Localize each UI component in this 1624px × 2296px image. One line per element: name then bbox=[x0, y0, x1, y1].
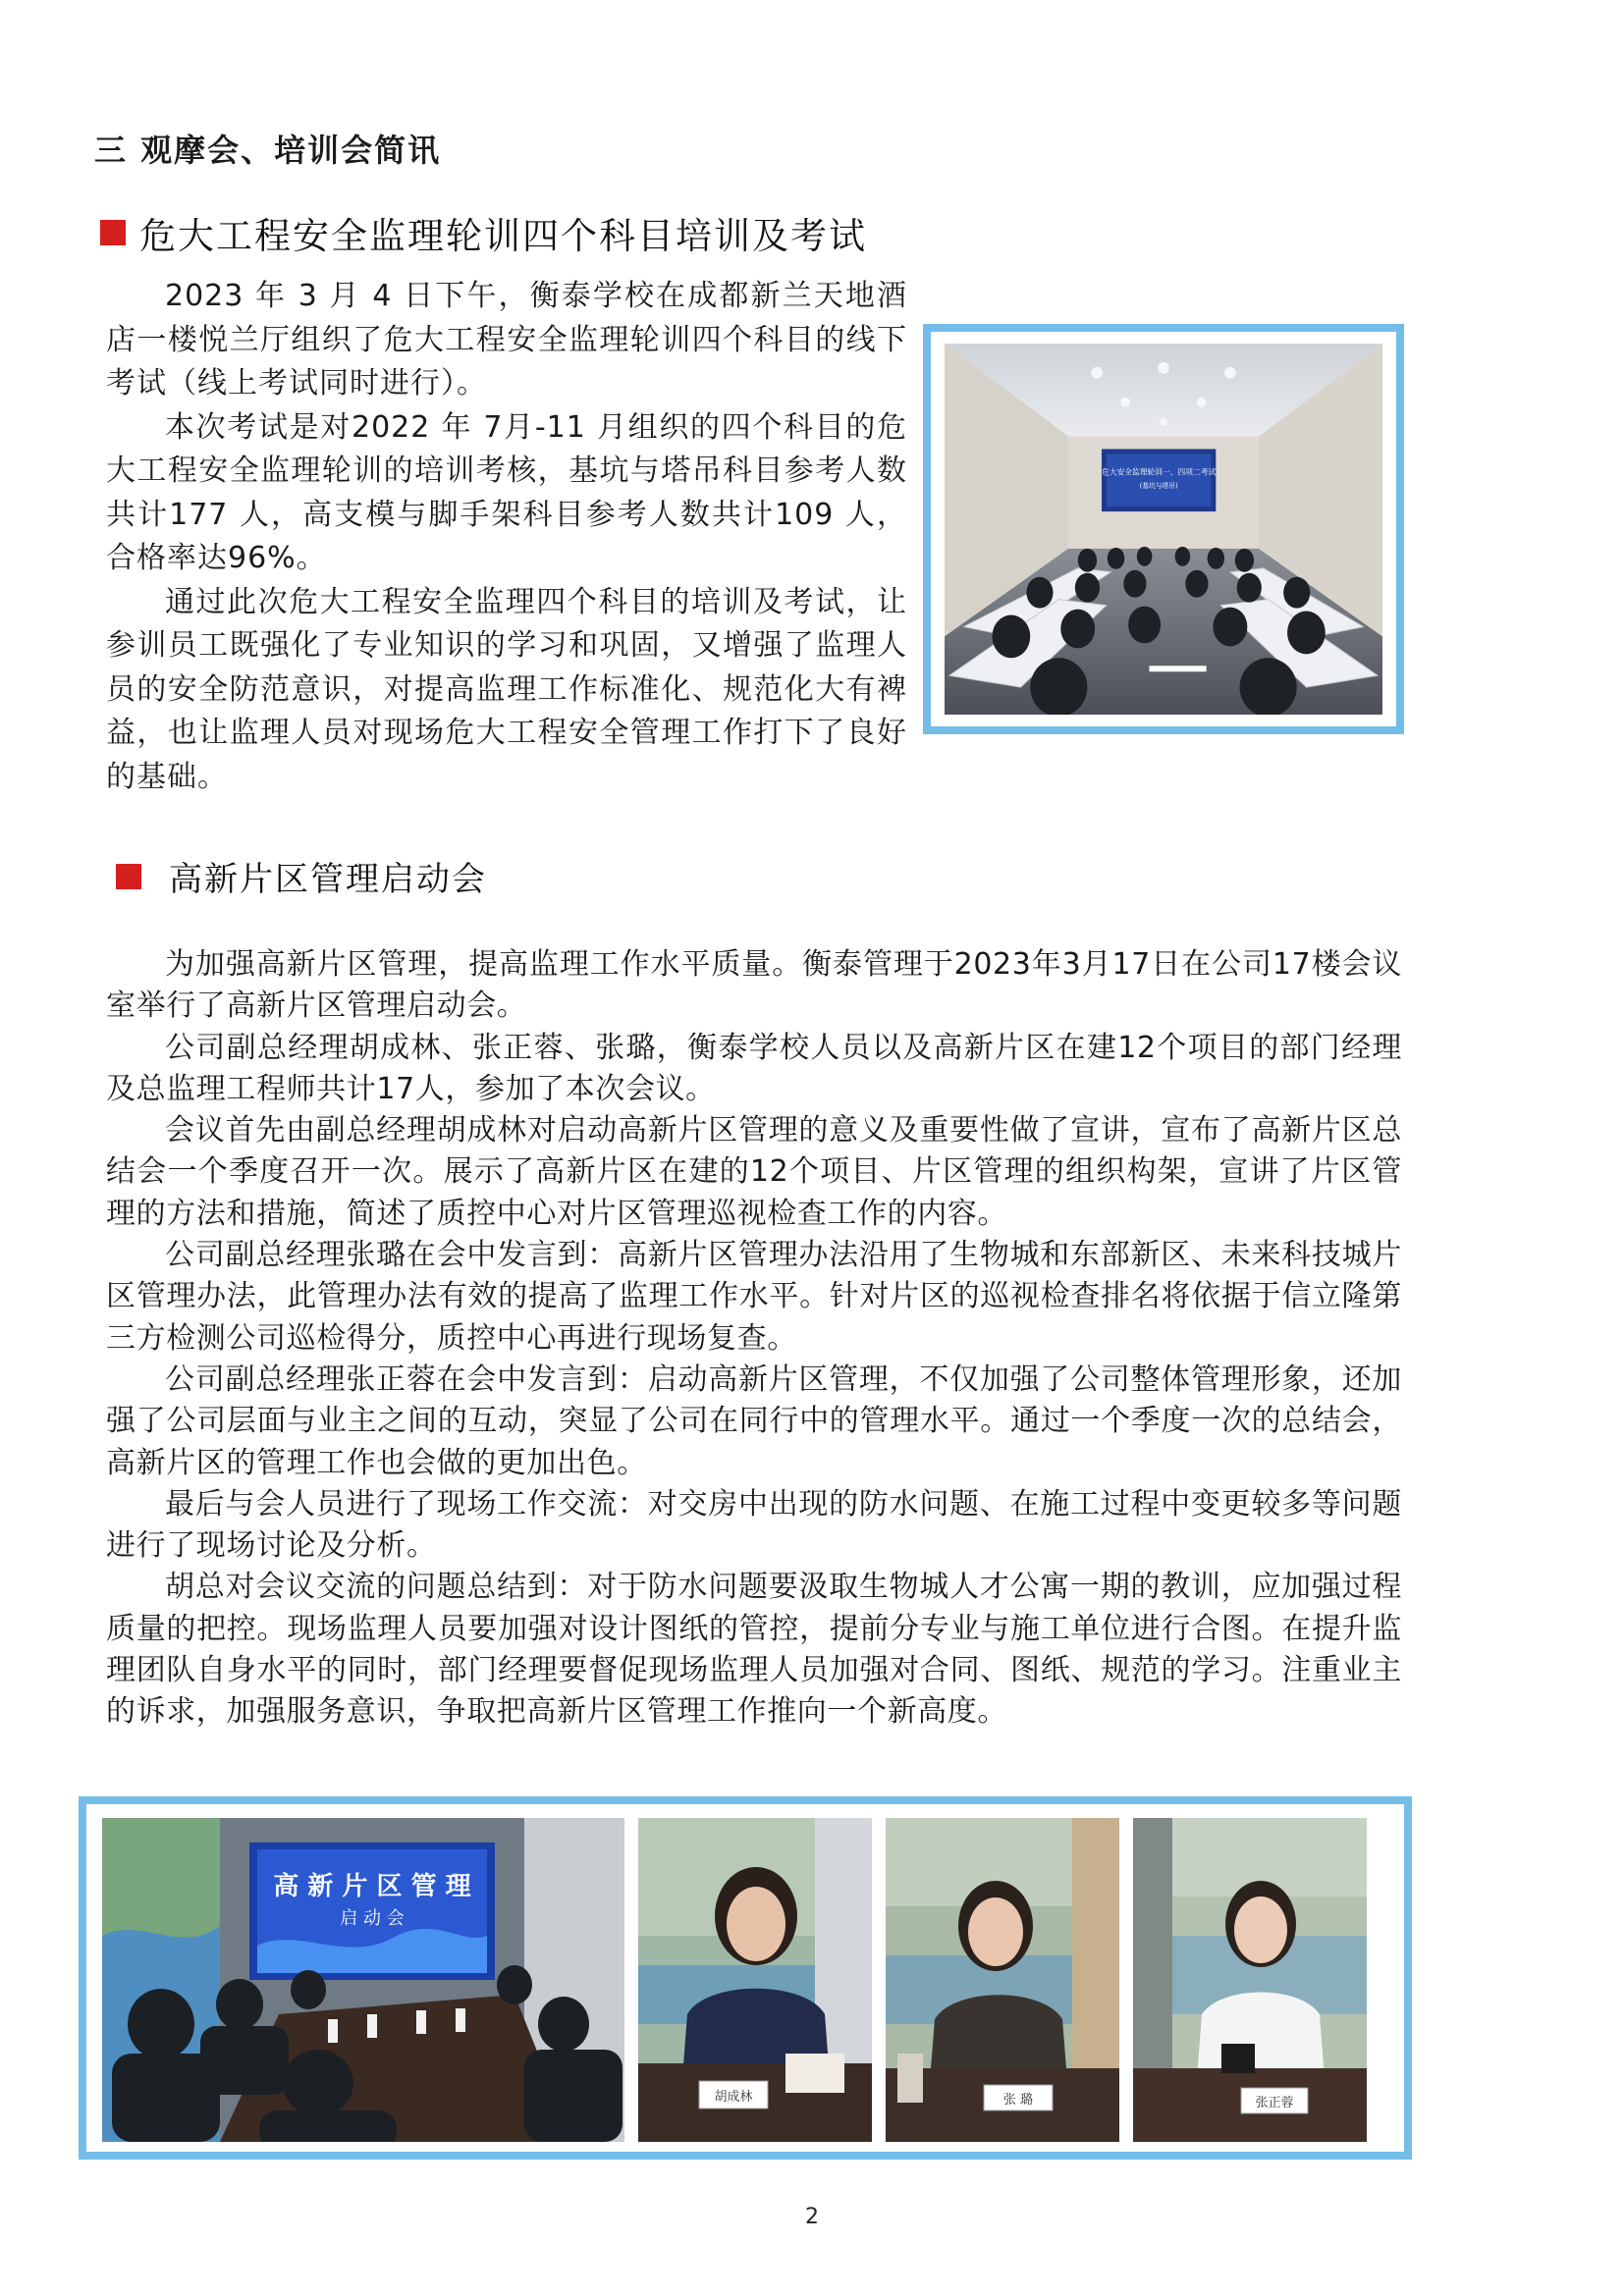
meeting-room-photo bbox=[102, 1818, 624, 2142]
section-heading: 三 观摩会、培训会简讯 bbox=[94, 132, 442, 169]
meeting-screen-subtitle: 启 动 会 bbox=[340, 1908, 405, 1929]
speaker-photo-3 bbox=[1133, 1818, 1367, 2142]
article2-title-text: 高新片区管理启动会 bbox=[169, 860, 487, 899]
article2-body bbox=[106, 944, 1402, 1734]
article2-paragraph: 会议首先由副总经理胡成林对启动高新片区管理的意义及重要性做了宣讲，宣布了高新片区总结会一个季度召开一次。展示了高新片区在建的12个项目、片区管理的组织构架，宣讲了片区管理的方法和措施，简述了质控中心对片区管理巡视检查工作的内容。 bbox=[106, 1113, 1402, 1231]
exam-hall-photo bbox=[923, 324, 1404, 734]
meeting-photo-strip bbox=[79, 1796, 1412, 2160]
meeting-room-illustration bbox=[102, 1818, 624, 2142]
article1-paragraph: 通过此次危大工程安全监理四个科目的培训及考试，让参训员工既强化了专业知识的学习和巩固，又增强了监理人员的安全防范意识，对提高监理工作标准化、规范化大有裨益，也让监理人员对现场危大工程安全管理工作打下了良好的基础。 bbox=[106, 584, 907, 794]
article1-title-text: 危大工程安全监理轮训四个科目培训及考试 bbox=[139, 215, 867, 257]
speaker-photo-1 bbox=[638, 1818, 872, 2142]
nameplate-1: 胡成林 bbox=[714, 2090, 753, 2105]
speaker-1-illustration bbox=[638, 1818, 872, 2142]
nameplate-3: 张正蓉 bbox=[1255, 2096, 1294, 2110]
article1-paragraph: 2023 年 3 月 4 日下午，衡泰学校在成都新兰天地酒店一楼悦兰厅组织了危大工程安全监理轮训四个科目的线下考试（线上考试同时进行）。 bbox=[106, 279, 907, 400]
article2-paragraph: 公司副总经理胡成林、张正蓉、张璐，衡泰学校人员以及高新片区在建12个项目的部门经理及总监理工程师共计17人，参加了本次会议。 bbox=[106, 1030, 1402, 1106]
article1-paragraph: 本次考试是对2022 年 7月-11 月组织的四个科目的危大工程安全监理轮训的培训考核，基坑与塔吊科目参考人数共计177 人，高支模与脚手架科目参考人数共计109 人，合格率达96%。 bbox=[106, 409, 907, 575]
speaker-2-illustration bbox=[886, 1818, 1119, 2142]
red-square-icon bbox=[116, 864, 141, 889]
exam-screen-subtitle: (基坑与塔吊) bbox=[1139, 482, 1178, 491]
nameplate-2: 张 璐 bbox=[1002, 2093, 1034, 2108]
article1-title bbox=[100, 206, 867, 259]
article2-title bbox=[116, 852, 487, 900]
exam-hall-illustration bbox=[945, 344, 1382, 715]
article2-paragraph: 为加强高新片区管理，提高监理工作水平质量。衡泰管理于2023年3月17日在公司17楼会议室举行了高新片区管理启动会。 bbox=[106, 947, 1402, 1024]
article2-paragraph: 公司副总经理张璐在会中发言到：高新片区管理办法沿用了生物城和东部新区、未来科技城片区管理办法，此管理办法有效的提高了监理工作水平。针对片区的巡视检查排名将依据于信立隆第三方检测公司巡检得分，质控中心再进行现场复查。 bbox=[106, 1238, 1402, 1356]
article2-paragraph: 最后与会人员进行了现场工作交流：对交房中出现的防水问题、在施工过程中变更较多等问题进行了现场讨论及分析。 bbox=[106, 1486, 1402, 1564]
article2-paragraph: 公司副总经理张正蓉在会中发言到：启动高新片区管理，不仅加强了公司整体管理形象，还加强了公司层面与业主之间的互动，突显了公司在同行中的管理水平。通过一个季度一次的总结会，高新片区的管理工作也会做的更加出色。 bbox=[106, 1362, 1402, 1480]
page-number: 2 bbox=[805, 2205, 819, 2229]
article1-body bbox=[106, 275, 907, 799]
article2-paragraph: 胡总对会议交流的问题总结到：对于防水问题要汲取生物城人才公寓一期的教训，应加强过程质量的把控。现场监理人员要加强对设计图纸的管控，提前分专业与施工单位进行合图。在提升监理团队自身水平的同时，部门经理要督促现场监理人员加强对合同、图纸、规范的学习。注重业主的诉求，加强服务意识，争取把高新片区管理工作推向一个新高度。 bbox=[106, 1570, 1402, 1730]
red-square-icon bbox=[100, 220, 126, 245]
speaker-photo-2 bbox=[886, 1818, 1119, 2142]
meeting-screen-title: 高 新 片 区 管 理 bbox=[273, 1872, 471, 1901]
exam-screen-title: 危大安全监理轮训一、四项二考试 bbox=[1102, 467, 1217, 477]
speaker-3-illustration bbox=[1133, 1818, 1367, 2142]
